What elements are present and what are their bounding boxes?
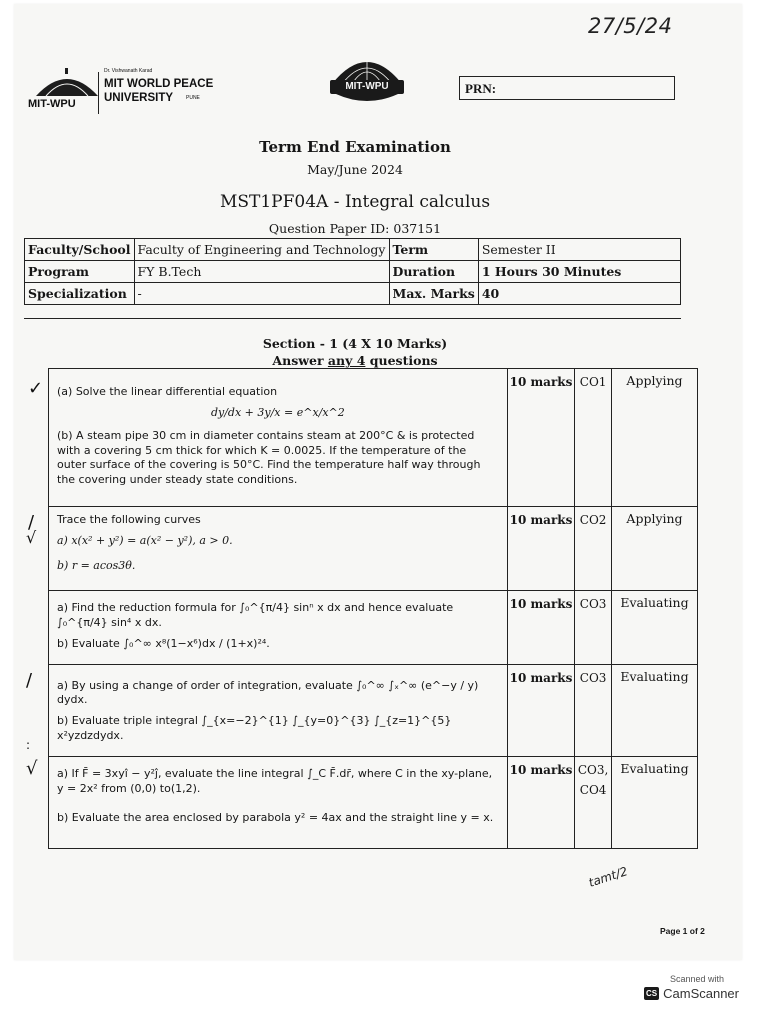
- marks-cell: 10 marks: [507, 756, 574, 848]
- faculty-label: Faculty/School: [25, 239, 135, 261]
- term-label: Term: [389, 239, 478, 261]
- university-seal: [326, 44, 408, 110]
- dome-logo-icon: [32, 68, 102, 98]
- co-cell: CO3: [575, 591, 612, 665]
- question-text: [49, 591, 508, 665]
- co-cell: CO2: [575, 507, 612, 591]
- question-part-b: b) Evaluate triple integral ∫_{x=−2}^{1} ∫_{y=0}^{3} ∫_{z=1}^{5} x²yzdzdydx.: [57, 714, 452, 743]
- question-part-a: a) Find the reduction formula for ∫₀^{π/4} sinⁿ x dx and hence evaluate ∫₀^{π/4} sin⁴ x dx.: [57, 601, 454, 629]
- logo-name-line2: UNIVERSITY: [104, 92, 174, 104]
- specialization-value: -: [134, 283, 389, 305]
- marks-cell: 10 marks: [507, 507, 574, 591]
- exam-session: May/June 2024: [307, 162, 403, 177]
- co-cell: CO3: [575, 664, 612, 756]
- marks-cell: 10 marks: [507, 664, 574, 756]
- co-value: CO3,: [577, 762, 609, 777]
- duration-label: Duration: [389, 261, 478, 283]
- section-title: Section - 1 (4 X 10 Marks): [262, 336, 448, 351]
- question-row: [49, 507, 698, 591]
- marks-cell: 10 marks: [507, 591, 574, 665]
- header-rule: [24, 318, 681, 319]
- logo-name-line1: MIT WORLD PEACE: [104, 78, 214, 90]
- check-mark-icon: √: [26, 528, 37, 547]
- bloom-level-cell: Evaluating: [611, 664, 697, 756]
- exam-title: Term End Examination: [259, 138, 451, 156]
- maxmarks-label: Max. Marks: [389, 283, 478, 305]
- question-part-b: b) Evaluate ∫₀^∞ x⁸(1−x⁶)dx / (1+x)²⁴.: [57, 636, 270, 650]
- question-part-a: a) x(x² + y²) = a(x² − y²), a > 0.: [57, 533, 233, 547]
- university-logo: [28, 68, 228, 124]
- program-label: Program: [25, 261, 135, 283]
- seal-text: MIT-WPU: [345, 81, 389, 92]
- co-cell: [575, 756, 612, 848]
- answer-prefix: Answer: [272, 353, 324, 368]
- exam-info-table: [24, 238, 681, 305]
- question-text: [49, 369, 508, 507]
- program-value: FY B.Tech: [134, 261, 389, 283]
- course-title: MST1PF04A - Integral calculus: [219, 192, 491, 212]
- question-intro: Trace the following curves: [57, 513, 201, 526]
- question-part-b: (b) A steam pipe 30 cm in diameter contains steam at 200°C & is protected with a covering 5 cm thick for which K = 0.0025. If the temperature of the outer surface of the covering is 50°C. Find the temperature half way through the covering under steady state conditions.: [57, 428, 481, 487]
- co-value-second: CO4: [579, 782, 607, 797]
- logo-divider: [98, 72, 99, 114]
- question-part-a: (a) Solve the linear differential equation: [57, 385, 278, 398]
- question-part-a: a) By using a change of order of integration, evaluate ∫₀^∞ ∫ₓ^∞ (e^−y / y) dydx.: [57, 678, 479, 707]
- question-part-a: a) If F̄ = 3xyî − y²ĵ, evaluate the line integral ∫_C F̄.dr̄, where C in the xy-plane, y = 2x² from (0,0) to(1,2).: [57, 766, 493, 795]
- colon-mark: :: [26, 738, 31, 752]
- bloom-level-cell: Evaluating: [611, 756, 697, 848]
- bloom-level-cell: Applying: [611, 507, 697, 591]
- page-number: Page 1 of 2: [660, 926, 705, 936]
- prn-field: PRN:: [459, 76, 675, 100]
- camscanner-logo-icon: CS: [646, 989, 658, 998]
- question-text: [49, 507, 508, 591]
- specialization-label: Specialization: [25, 283, 135, 305]
- question-part-b: b) r = acos3θ.: [57, 558, 136, 572]
- questions-table: [48, 368, 698, 849]
- scanner-name: CamScanner: [663, 986, 739, 1001]
- question-row: [49, 591, 698, 665]
- differential-equation: dy/dx + 3y/x = e^x/x^2: [210, 405, 345, 419]
- question-text: [49, 756, 508, 848]
- faculty-value: Faculty of Engineering and Technology: [134, 239, 389, 261]
- check-mark-icon: /: [26, 670, 33, 691]
- check-mark-icon: √: [26, 758, 38, 779]
- question-row: [49, 664, 698, 756]
- check-mark-icon: ✓: [28, 378, 44, 399]
- marks-cell: 10 marks: [507, 369, 574, 507]
- bloom-level-cell: Applying: [611, 369, 697, 507]
- handwritten-date: 27/5/24: [588, 14, 673, 38]
- co-cell: CO1: [575, 369, 612, 507]
- maxmarks-value: 40: [478, 283, 680, 305]
- question-paper-id: Question Paper ID: 037151: [268, 221, 442, 236]
- bloom-level-cell: Evaluating: [611, 591, 697, 665]
- answer-instruction: [0, 353, 710, 368]
- camscanner-watermark: [644, 974, 750, 1012]
- answer-count: any 4: [327, 353, 366, 368]
- question-part-b: b) Evaluate the area enclosed by parabola y² = 4ax and the straight line y = x.: [57, 810, 494, 824]
- answer-suffix: questions: [369, 353, 438, 368]
- logo-short-text: MIT-WPU: [28, 98, 76, 110]
- logo-founder: Dr. Vishwanath Karad: [104, 68, 153, 74]
- check-mark-icon: /: [28, 512, 35, 533]
- question-row: [49, 369, 698, 507]
- scanner-caption: Scanned with: [669, 974, 725, 984]
- question-text: [49, 664, 508, 756]
- term-value: Semester II: [478, 239, 680, 261]
- logo-city: PUNE: [186, 95, 200, 101]
- handwritten-signature: tamt/2: [586, 864, 630, 890]
- seal-dome-icon: [326, 44, 408, 106]
- duration-value: 1 Hours 30 Minutes: [478, 261, 680, 283]
- scanner-brand: [644, 986, 750, 1001]
- question-row: [49, 756, 698, 848]
